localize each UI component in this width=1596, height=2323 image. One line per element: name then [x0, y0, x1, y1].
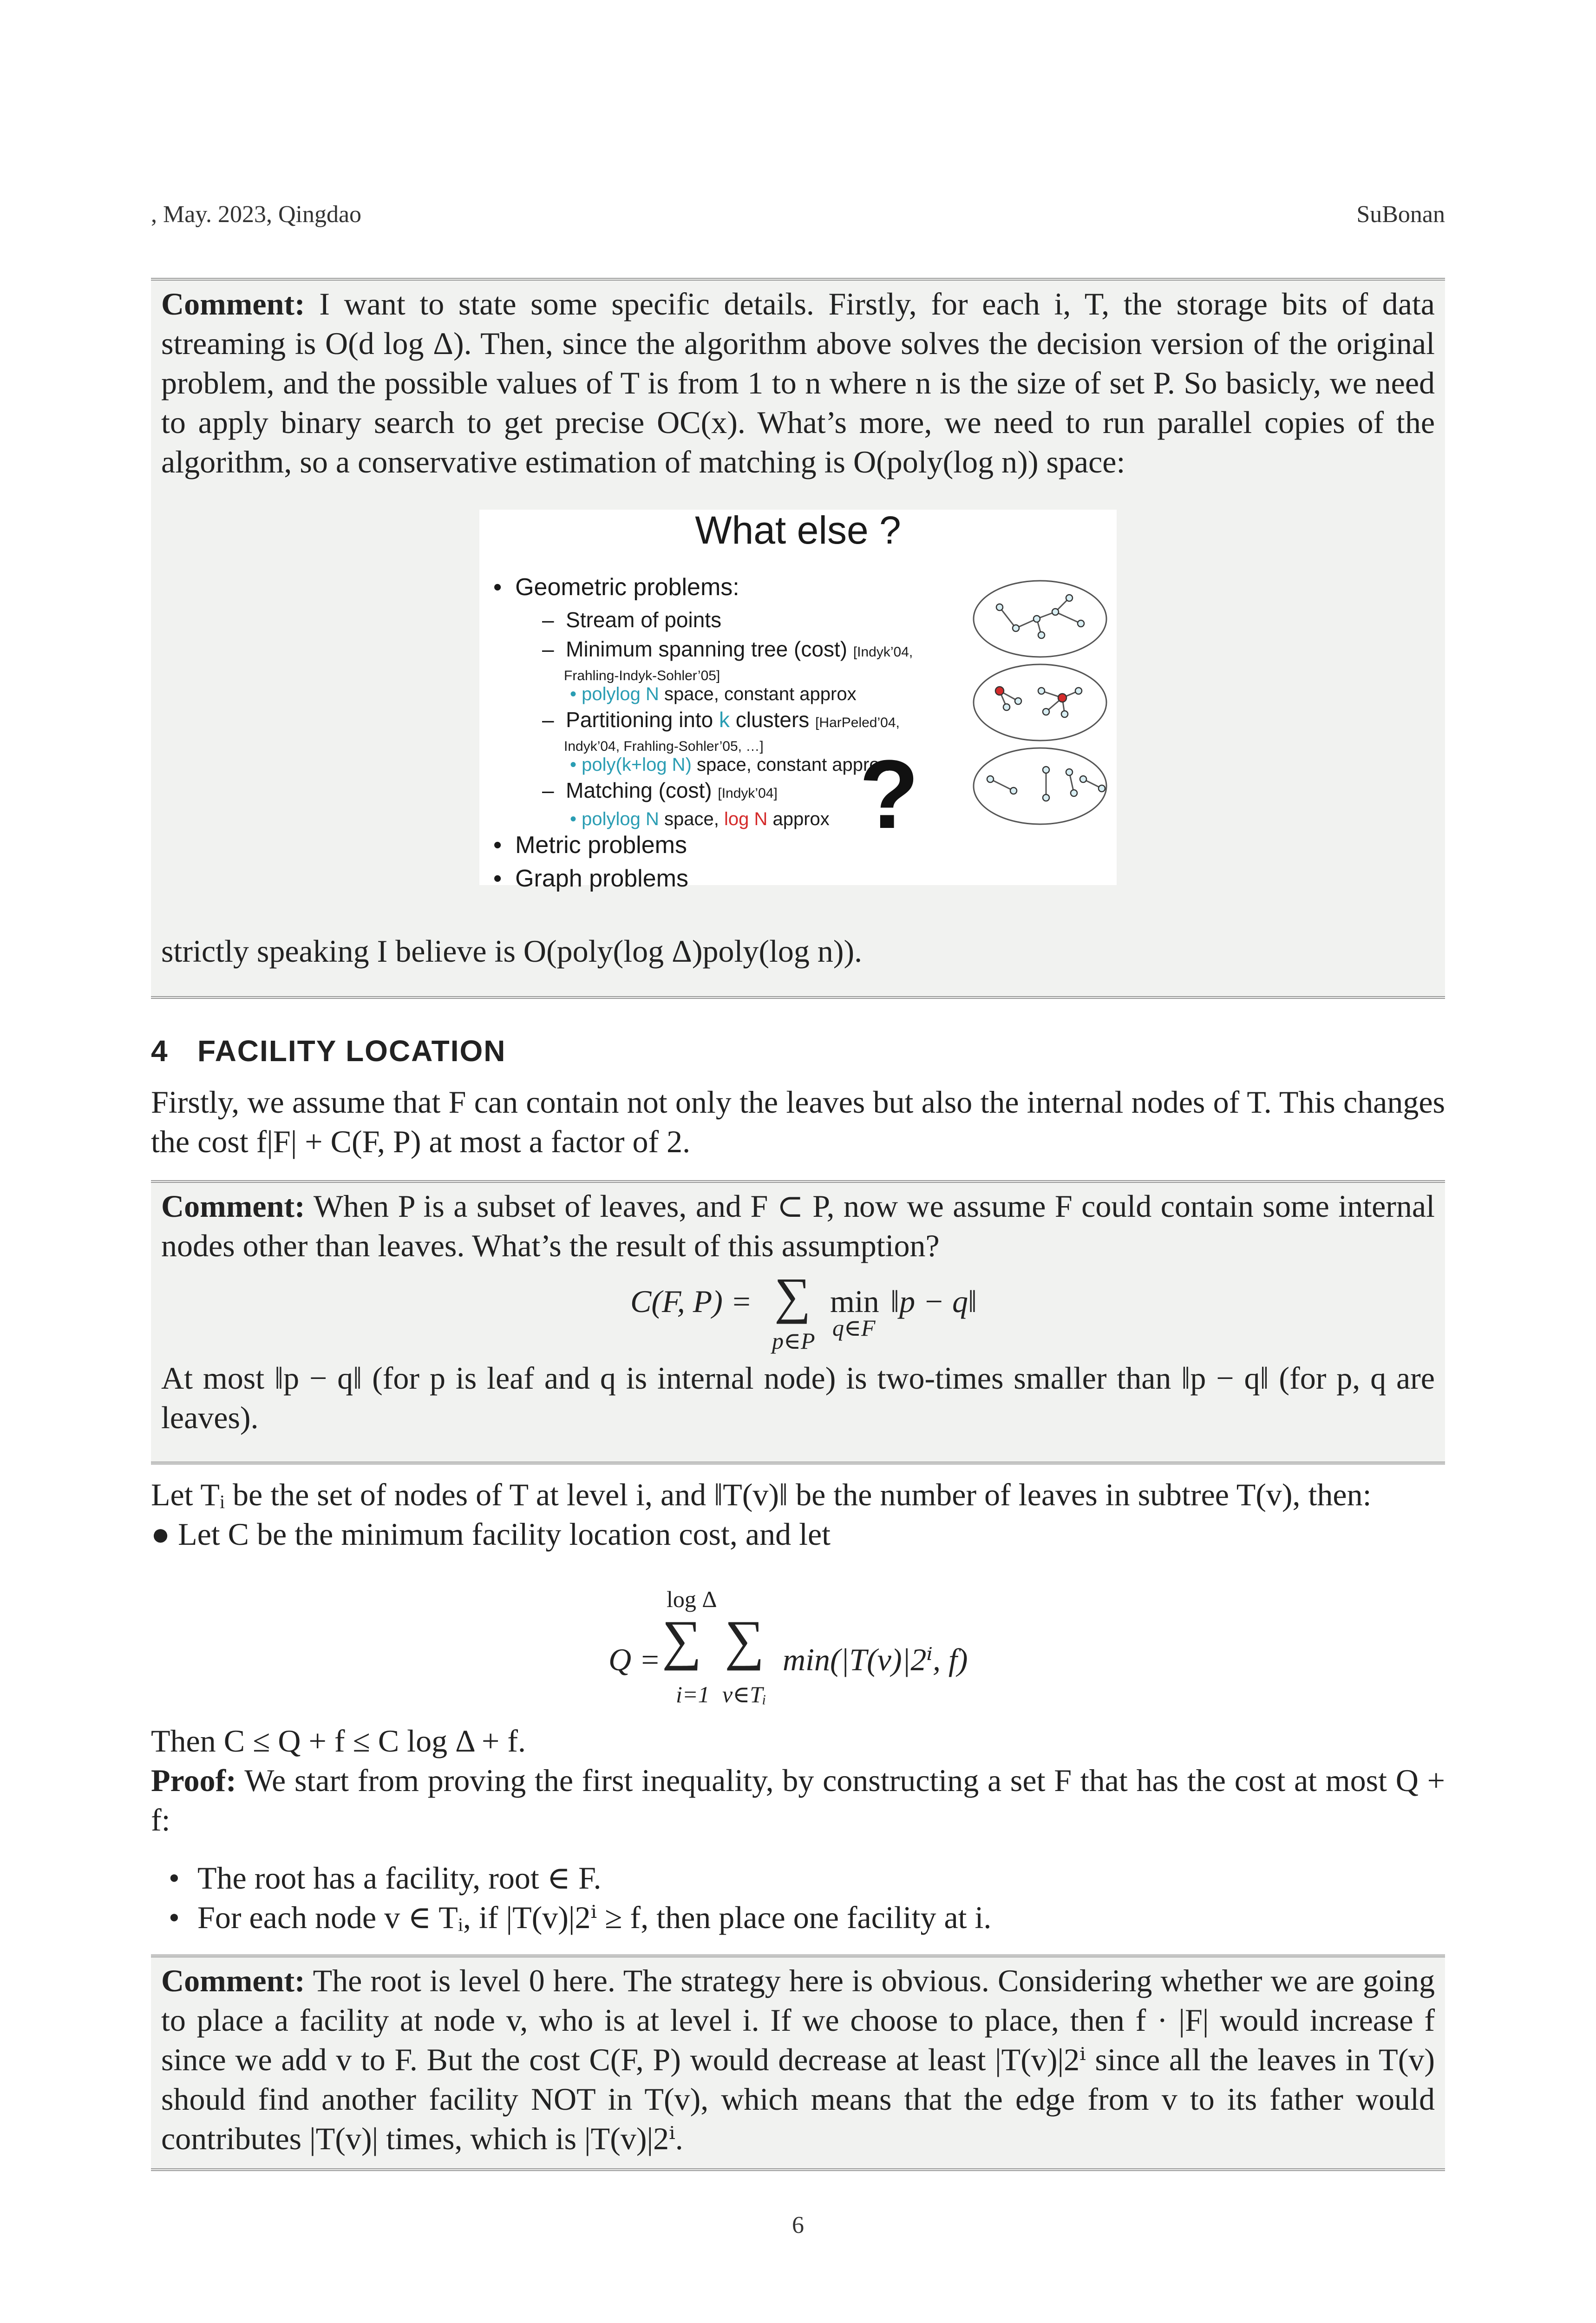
slide-bullet-geometric: • Geometric problems:: [493, 574, 739, 601]
comment-3-text: Comment: The root is level 0 here. The strategy here is obvious. Considering whether we are going to place a facility at node v, who is at level i. If we choose to place, then f · |F| would increase f since we add v to F. But the cost C(F, P) would decrease at least |T(v)|2ⁱ since all the leaves in T(v) should find another facility NOT in T(v), which means that the edge from v to its father would contributes |T(v)| times, which is |T(v)|2ⁱ.: [161, 1963, 1435, 2156]
sum-symbol: ∑: [725, 1609, 765, 1671]
comment-2-text: Comment: When P is a subset of leaves, and F ⊂ P, now we assume F could contain some internal nodes other than leaves. What’s the result of this assumption?: [161, 1188, 1435, 1263]
sum-symbol: ∑: [774, 1267, 811, 1324]
section-heading: [151, 1034, 506, 1068]
running-header: [151, 201, 1445, 233]
proof-label: Proof:: [151, 1763, 236, 1798]
list-item: • The root has a facility, root ∈ F.: [151, 1858, 991, 1898]
slide-sub-partition: – Partitioning into k clusters [HarPeled’04,: [542, 708, 900, 732]
bullet-let-c: ● Let C be the minimum facility location cost, and let: [151, 1516, 831, 1552]
comment-box-3: [151, 1955, 1445, 2171]
slide-partition-bound: • poly(k+log N) space, constant approx: [570, 755, 889, 775]
slide-sub-stream: – Stream of points: [542, 608, 722, 632]
header-author: SuBonan: [1356, 201, 1445, 228]
comment-1-text: Comment: I want to state some specific details. Firstly, for each i, T, the storage bits of data streaming is O(d log Δ). Then, since the algorithm above solves the decision version of the original problem, and the possible values of T is from 1 to n where n is the size of set P. So basicly, we need to apply binary search to get precise OC(x). What’s more, we need to run parallel copies of the algorithm, so a conservative estimation of matching is O(poly(log n)) space:: [161, 286, 1435, 479]
comment-box-1: [151, 278, 1445, 999]
cost-equation: C(F, P) = ∑ p∈P min q∈F ‖p − q‖: [630, 1267, 977, 1354]
paragraph-inequality: Then C ≤ Q + f ≤ C log Δ + f. Proof: We start from proving the first inequality, by constructing a set F that has the cost at most Q + f:: [151, 1721, 1445, 1840]
matching-cluster-ellipse: [974, 748, 1106, 824]
slide-point-diagrams: [972, 579, 1111, 881]
comment-box-2: [151, 1180, 1445, 1464]
section-number: 4: [151, 1034, 169, 1068]
comment-label: Comment:: [161, 1963, 305, 1998]
paragraph-definitions: Let Tᵢ be the set of nodes of T at level i, and ‖T(v)‖ be the number of leaves in subtree T(v), then: ● Let C be the minimum facility location cost, and let: [151, 1475, 1445, 1554]
cluster-center-2: [1058, 694, 1066, 702]
lecture-slide-image: [479, 508, 1117, 892]
page-number: 6: [792, 2212, 804, 2238]
cluster-center-1: [995, 687, 1004, 695]
slide-bullet-metric: • Metric problems: [493, 832, 687, 859]
slide-title: What else ?: [695, 508, 901, 552]
proof-text: Proof: We start from proving the first inequality, by constructing a set F that has the cost at most Q + f:: [151, 1763, 1445, 1837]
comment-1-after: strictly speaking I believe is O(poly(log Δ)poly(log n)).: [161, 933, 863, 969]
section-title: FACILITY LOCATION: [197, 1034, 506, 1068]
slide-sub-mst-cite: Frahling-Indyk-Sohler’05]: [564, 668, 720, 683]
q-equation: Q = log Δ ∑ i=1 ∑ v∈Tᵢ min(|T(v)|2ⁱ, f): [608, 1586, 968, 1707]
kmeans-cluster-ellipse: [974, 664, 1106, 741]
slide-sub-matching: – Matching (cost) [Indyk’04]: [542, 778, 778, 802]
slide-matching-bound: • polylog N space, log N approx: [570, 809, 830, 829]
comment-label: Comment:: [161, 286, 305, 322]
header-venue: , May. 2023, Qingdao: [151, 201, 362, 228]
comment-label: Comment:: [161, 1188, 305, 1224]
sum-symbol: ∑: [662, 1609, 702, 1671]
slide-sub-mst: – Minimum spanning tree (cost) [Indyk’04,: [542, 637, 913, 661]
list-item: • For each node v ∈ Tᵢ, if |T(v)|2ⁱ ≥ f, then place one facility at i.: [151, 1898, 991, 1937]
slide-question-mark: ?: [859, 740, 919, 849]
comment-2-after: At most ‖p − q‖ (for p is leaf and q is internal node) is two-times smaller than ‖p − q‖ (for p, q are leaves).: [161, 1360, 1435, 1435]
slide-bullet-graph: • Graph problems: [493, 865, 688, 892]
construction-list: [151, 1858, 991, 1937]
paragraph-assumption: Firstly, we assume that F can contain not only the leaves but also the internal nodes of T. This changes the cost f|F| + C(F, P) at most a factor of 2.: [151, 1084, 1445, 1159]
slide-sub-partition-cite: Indyk’04, Frahling-Sohler’05, …]: [564, 739, 764, 754]
slide-mst-bound: • polylog N space, constant approx: [570, 684, 857, 704]
